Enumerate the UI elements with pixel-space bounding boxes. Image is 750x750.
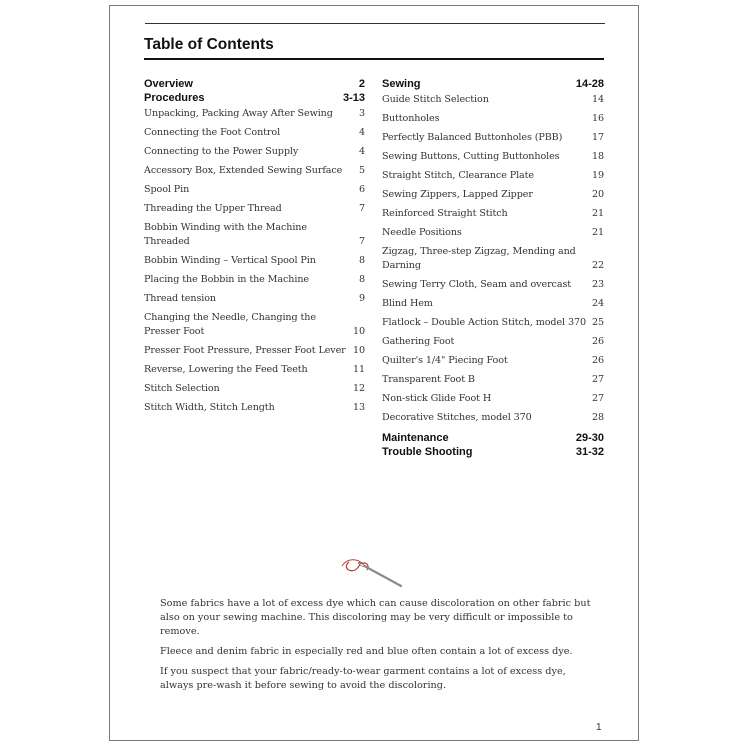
toc-entry-title: Overview bbox=[144, 78, 193, 90]
toc-entry-page: 3 bbox=[358, 108, 365, 119]
toc-section-heading bbox=[382, 431, 604, 445]
toc-entry bbox=[144, 292, 365, 306]
toc-entry-title: Reverse, Lowering the Feed Teeth bbox=[144, 364, 308, 375]
toc-entry-title: Decorative Stitches, model 370 bbox=[382, 412, 532, 423]
toc-section-heading bbox=[382, 445, 604, 459]
toc-entry bbox=[144, 254, 365, 268]
toc-entry-title: Non-stick Glide Foot H bbox=[382, 393, 492, 404]
toc-entry bbox=[144, 202, 365, 216]
toc-entry-page: 4 bbox=[358, 127, 365, 138]
toc-entry-title: Needle Positions bbox=[382, 227, 462, 238]
toc-entry-page: 26 bbox=[591, 355, 604, 366]
toc-entry-page: 29-30 bbox=[575, 432, 604, 444]
toc-entry-title: Spool Pin bbox=[144, 184, 190, 195]
toc-entry-page: 18 bbox=[591, 151, 604, 162]
toc-entry-page: 22 bbox=[591, 260, 604, 271]
toc-entry-page: 9 bbox=[358, 293, 365, 304]
toc-section-heading bbox=[144, 77, 365, 91]
toc-left-column bbox=[144, 77, 365, 415]
toc-entry bbox=[144, 311, 365, 339]
toc-entry-page: 5 bbox=[358, 165, 365, 176]
toc-entry-title: Quilter's 1/4" Piecing Foot bbox=[382, 355, 508, 366]
toc-entry-title: Sewing bbox=[382, 78, 421, 90]
toc-entry-title: Unpacking, Packing Away After Sewing bbox=[144, 108, 333, 119]
toc-section-heading bbox=[382, 77, 604, 91]
toc-entry-title: Sewing Zippers, Lapped Zipper bbox=[382, 189, 533, 200]
toc-entry-title: Straight Stitch, Clearance Plate bbox=[382, 170, 534, 181]
toc-entry-page: 10 bbox=[352, 326, 365, 337]
toc-entry-title: Thread tension bbox=[144, 293, 217, 304]
toc-entry bbox=[382, 411, 604, 425]
toc-entry-page: 23 bbox=[591, 279, 604, 290]
toc-entry-page: 25 bbox=[591, 317, 604, 328]
toc-entry-page: 7 bbox=[358, 203, 365, 214]
needle-thread-icon bbox=[337, 552, 407, 592]
toc-entry-title: Trouble Shooting bbox=[382, 446, 473, 458]
toc-entry-title: Transparent Foot B bbox=[382, 374, 475, 385]
toc-entry-page: 19 bbox=[591, 170, 604, 181]
toc-entry bbox=[382, 297, 604, 311]
toc-entry-page: 20 bbox=[591, 189, 604, 200]
toc-entry bbox=[382, 188, 604, 202]
toc-entry bbox=[382, 112, 604, 126]
toc-entry bbox=[144, 145, 365, 159]
toc-entry-page: 8 bbox=[358, 274, 365, 285]
toc-entry bbox=[144, 107, 365, 121]
toc-entry bbox=[382, 316, 604, 330]
toc-entry bbox=[144, 126, 365, 140]
toc-entry bbox=[144, 363, 365, 377]
toc-entry-title: Perfectly Balanced Buttonholes (PBB) bbox=[382, 132, 563, 143]
toc-entry bbox=[382, 392, 604, 406]
toc-entry bbox=[382, 150, 604, 164]
toc-entry bbox=[144, 273, 365, 287]
toc-entry-page: 6 bbox=[358, 184, 365, 195]
toc-entry bbox=[144, 401, 365, 415]
toc-entry bbox=[382, 226, 604, 240]
toc-entry-page: 10 bbox=[352, 345, 365, 356]
toc-entry-title: Presser Foot Pressure, Presser Foot Lever bbox=[144, 345, 346, 356]
toc-entry bbox=[382, 335, 604, 349]
toc-entry-title: Connecting to the Power Supply bbox=[144, 146, 299, 157]
toc-entry bbox=[382, 131, 604, 145]
toc-entry-title: Buttonholes bbox=[382, 113, 440, 124]
toc-entry-page: 2 bbox=[358, 78, 365, 90]
toc-entry-title: Threading the Upper Thread bbox=[144, 203, 282, 214]
toc-entry-page: 13 bbox=[352, 402, 365, 413]
toc-entry-page: 21 bbox=[591, 227, 604, 238]
toc-entry-title: Stitch Selection bbox=[144, 383, 220, 394]
toc-entry-title: Changing the Needle, Changing the Presser Foot bbox=[144, 312, 316, 337]
toc-entry-title: Stitch Width, Stitch Length bbox=[144, 402, 275, 413]
note-paragraph: Some fabrics have a lot of excess dye which can cause discoloration on other fabric but also on your sewing machine. This discoloring may be very difficult or impossible to remove. bbox=[160, 598, 591, 637]
toc-entry-title: Gathering Foot bbox=[382, 336, 455, 347]
toc-entry-page: 14 bbox=[591, 94, 604, 105]
toc-entry bbox=[382, 169, 604, 183]
toc-entry-title: Procedures bbox=[144, 92, 205, 104]
toc-entry-page: 28 bbox=[591, 412, 604, 423]
toc-entry-title: Zigzag, Three-step Zigzag, Mending and Darning bbox=[382, 246, 576, 271]
toc-section-heading bbox=[144, 91, 365, 105]
top-rule bbox=[145, 23, 605, 24]
toc-entry-page: 16 bbox=[591, 113, 604, 124]
toc-entry bbox=[382, 245, 604, 273]
toc-entry-page: 11 bbox=[352, 364, 365, 375]
toc-entry bbox=[144, 344, 365, 358]
toc-right-column bbox=[382, 77, 604, 459]
toc-entry bbox=[382, 373, 604, 387]
note-paragraph: If you suspect that your fabric/ready-to-wear garment contains a lot of excess dye, always pre-wash it before sewing to avoid the discoloring. bbox=[160, 666, 566, 691]
toc-entry-page: 27 bbox=[591, 393, 604, 404]
toc-entry-page: 3-13 bbox=[342, 92, 365, 104]
toc-entry-page: 12 bbox=[352, 383, 365, 394]
toc-entry-title: Bobbin Winding – Vertical Spool Pin bbox=[144, 255, 316, 266]
toc-entry-title: Flatlock – Double Action Stitch, model 370 bbox=[382, 317, 586, 328]
toc-entry-page: 31-32 bbox=[575, 446, 604, 458]
toc-entry-title: Maintenance bbox=[382, 432, 449, 444]
page-title: Table of Contents bbox=[144, 36, 604, 60]
toc-entry bbox=[382, 207, 604, 221]
toc-entry-page: 4 bbox=[358, 146, 365, 157]
toc-entry-page: 17 bbox=[591, 132, 604, 143]
toc-entry-title: Blind Hem bbox=[382, 298, 433, 309]
toc-entry bbox=[144, 164, 365, 178]
toc-entry-page: 7 bbox=[358, 236, 365, 247]
toc-entry-title: Connecting the Foot Control bbox=[144, 127, 281, 138]
toc-entry-page: 8 bbox=[358, 255, 365, 266]
toc-entry-title: Sewing Terry Cloth, Seam and overcast bbox=[382, 279, 572, 290]
toc-entry-title: Sewing Buttons, Cutting Buttonholes bbox=[382, 151, 560, 162]
toc-entry bbox=[144, 221, 365, 249]
toc-entry-title: Placing the Bobbin in the Machine bbox=[144, 274, 309, 285]
toc-entry bbox=[382, 354, 604, 368]
toc-entry bbox=[144, 382, 365, 396]
toc-entry-title: Accessory Box, Extended Sewing Surface bbox=[144, 165, 343, 176]
page-number: 1 bbox=[596, 722, 602, 733]
toc-entry-page: 21 bbox=[591, 208, 604, 219]
toc-entry-page: 14-28 bbox=[575, 78, 604, 90]
toc-entry-title: Reinforced Straight Stitch bbox=[382, 208, 508, 219]
toc-entry-page: 27 bbox=[591, 374, 604, 385]
dye-warning-notes bbox=[160, 597, 600, 699]
toc-entry-title: Bobbin Winding with the Machine Threaded bbox=[144, 222, 307, 247]
toc-entry bbox=[382, 93, 604, 107]
note-paragraph: Fleece and denim fabric in especially red and blue often contain a lot of excess dye. bbox=[160, 646, 573, 657]
toc-entry-page: 24 bbox=[591, 298, 604, 309]
toc-entry-page: 26 bbox=[591, 336, 604, 347]
toc-entry-title: Guide Stitch Selection bbox=[382, 94, 489, 105]
toc-entry bbox=[144, 183, 365, 197]
toc-entry bbox=[382, 278, 604, 292]
